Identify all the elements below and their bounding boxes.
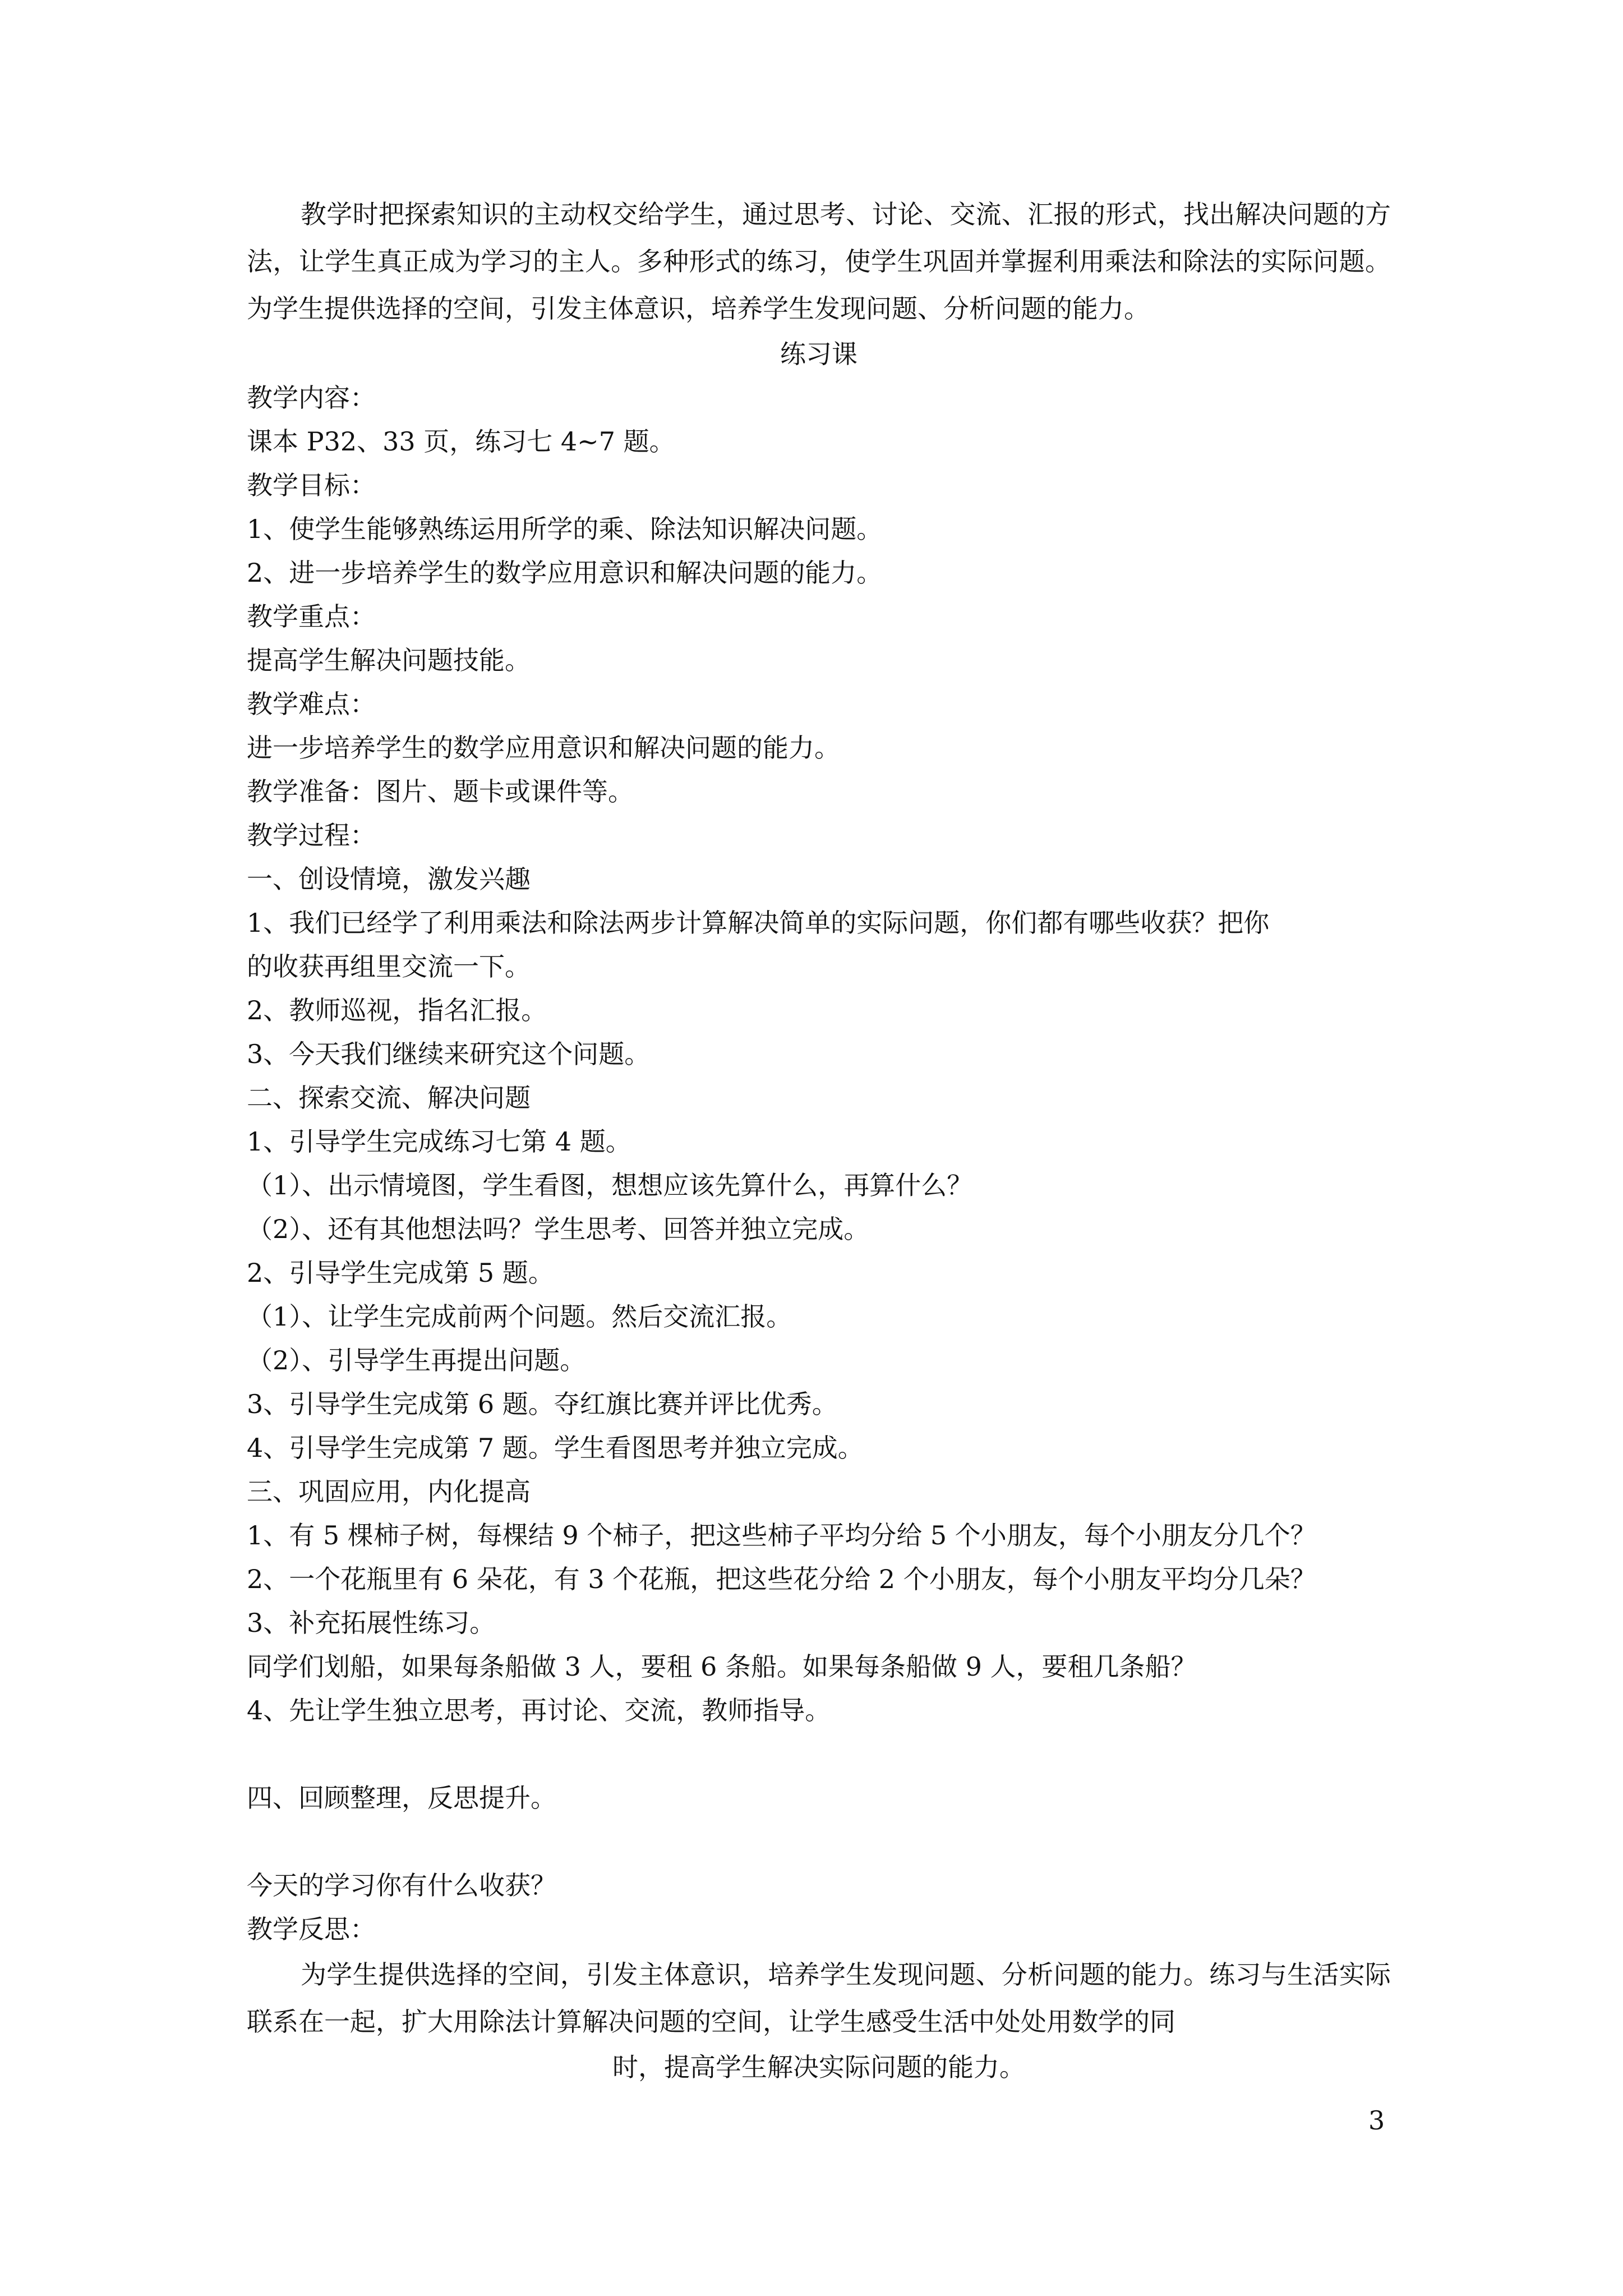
text-line: 教学内容： [247, 383, 376, 413]
intro-paragraph: 教学时把探索知识的主动权交给学生，通过思考、讨论、交流、汇报的形式，找出解决问题的方法，让学生真正成为学习的主人。多种形式的练习，使学生巩固并掌握利用乘法和除法的实际问题。为学生提供选择的空间，引发主体意识，培养学生发现问题、分析问题的能力。 [247, 199, 1391, 324]
document-body [247, 191, 1391, 2089]
text-line: 课本 P32、33 页，练习七 4~7 题。 [247, 426, 675, 457]
text-line: 4、先让学生独立思考，再讨论、交流，教师指导。 [247, 1695, 831, 1726]
text-line: 2、一个花瓶里有 6 朵花，有 3 个花瓶，把这些花分给 2 个小朋友，每个小朋友平均分几朵？ [247, 1564, 1316, 1594]
text-line: 同学们划船，如果每条船做 3 人，要租 6 条船。如果每条船做 9 人，要租几条船？ [247, 1651, 1197, 1682]
text-line: 进一步培养学生的数学应用意识和解决问题的能力。 [247, 733, 840, 763]
text-line: （1）、出示情境图，学生看图，想想应该先算什么，再算什么？ [247, 1170, 973, 1200]
text-line: 教学准备：图片、题卡或课件等。 [247, 776, 634, 807]
text-line: 教学目标： [247, 470, 376, 500]
text-line: 4、引导学生完成第 7 题。学生看图思考并独立完成。 [247, 1433, 864, 1463]
text-line: 一、创设情境，激发兴趣 [247, 864, 531, 894]
text-line: （1）、让学生完成前两个问题。然后交流汇报。 [247, 1301, 792, 1332]
text-line: 1、有 5 棵柿子树，每棵结 9 个柿子，把这些柿子平均分给 5 个小朋友，每个小朋友分几个？ [247, 1520, 1316, 1550]
text-line: （2）、还有其他想法吗？学生思考、回答并独立完成。 [247, 1214, 870, 1244]
text-line: 2、引导学生完成第 5 题。 [247, 1258, 554, 1288]
text-line: 2、进一步培养学生的数学应用意识和解决问题的能力。 [247, 558, 883, 588]
page-number: 3 [1368, 2105, 1385, 2136]
review-question: 今天的学习你有什么收获？ [247, 1870, 556, 1901]
text-line: 1、我们已经学了利用乘法和除法两步计算解决简单的实际问题，你们都有哪些收获？把你 [247, 908, 1270, 938]
text-line: （2）、引导学生再提出问题。 [247, 1345, 586, 1375]
text-line: 3、补充拓展性练习。 [247, 1608, 496, 1638]
text-line: 1、使学生能够熟练运用所学的乘、除法知识解决问题。 [247, 514, 883, 544]
text-line: 教学过程： [247, 820, 376, 850]
reflection-last-line: 时，提高学生解决实际问题的能力。 [612, 2052, 1025, 2082]
text-line: 三、巩固应用，内化提高 [247, 1476, 531, 1507]
review-heading: 四、回顾整理，反思提升。 [247, 1783, 556, 1813]
text-line: 教学重点： [247, 601, 376, 632]
reflection-label: 教学反思： [247, 1914, 376, 1944]
text-line: 提高学生解决问题技能。 [247, 645, 531, 675]
text-line: 1、引导学生完成练习七第 4 题。 [247, 1126, 631, 1157]
text-line: 3、今天我们继续来研究这个问题。 [247, 1039, 651, 1069]
text-line: 的收获再组里交流一下。 [247, 951, 531, 982]
blank-line [247, 1820, 1391, 1864]
reflection-paragraph: 为学生提供选择的空间，引发主体意识，培养学生发现问题、分析问题的能力。练习与生活实际联系在一起，扩大用除法计算解决问题的空间，让学生感受生活中处处用数学的同 [247, 1959, 1391, 2037]
text-line: 二、探索交流、解决问题 [247, 1083, 531, 1113]
section-title: 练习课 [780, 339, 857, 369]
text-line: 教学难点： [247, 689, 376, 719]
text-line: 3、引导学生完成第 6 题。夺红旗比赛并评比优秀。 [247, 1389, 838, 1419]
blank-line [247, 1732, 1391, 1776]
text-line: 2、教师巡视，指名汇报。 [247, 995, 547, 1025]
